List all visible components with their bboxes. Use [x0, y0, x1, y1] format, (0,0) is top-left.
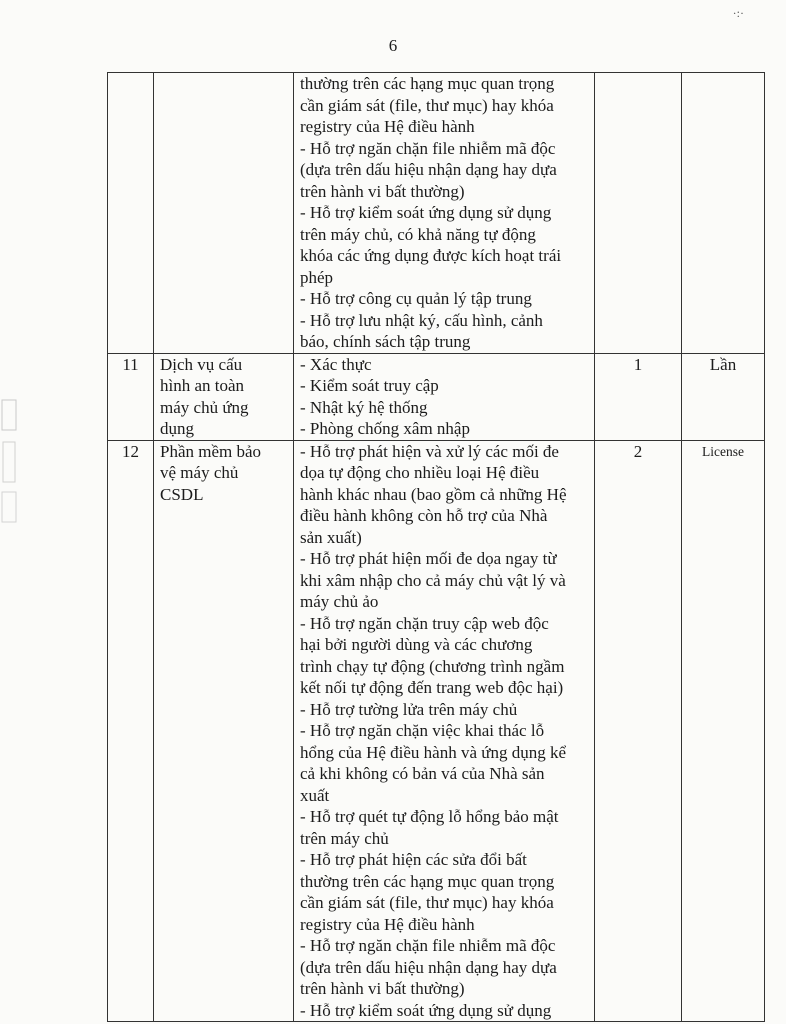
description-line: khóa các ứng dụng được kích hoạt trái — [300, 246, 562, 265]
description-line: cần giám sát (file, thư mục) hay khóa — [300, 893, 554, 912]
description-line: - Hỗ trợ ngăn chặn việc khai thác lỗ — [300, 721, 545, 740]
item-name-line: vệ máy chủ — [160, 463, 239, 482]
description-line: - Hỗ trợ ngăn chặn file nhiễm mã độc — [300, 936, 556, 955]
table-row — [108, 353, 765, 440]
table-row — [108, 73, 765, 354]
description-line: khi xâm nhập cho cả máy chủ vật lý và — [300, 570, 566, 590]
cell-item-name — [154, 353, 294, 440]
item-name-line: CSDL — [160, 484, 204, 504]
description-line: trên máy chủ, có khả năng tự động — [300, 224, 536, 244]
cell-quantity: 2 — [595, 440, 682, 1022]
specification-table — [107, 72, 765, 1022]
description-line: - Hỗ trợ quét tự động lỗ hổng bảo mật — [300, 807, 559, 826]
description-line: - Hỗ trợ kiểm soát ứng dụng sử dụng — [300, 203, 552, 222]
description-line: (dựa trên dấu hiệu nhận dạng hay dựa — [300, 957, 557, 977]
description-line: trên hành vi bất thường) — [300, 181, 465, 201]
description-line: - Hỗ trợ phát hiện và xử lý các mối đe — [300, 441, 559, 461]
cell-unit: License — [682, 440, 765, 1022]
description-line: - Hỗ trợ phát hiện các sửa đổi bất — [300, 850, 527, 869]
description-line: - Hỗ trợ tường lửa trên máy chủ — [300, 699, 518, 719]
description-line: thường trên các hạng mục quan trọng — [300, 74, 555, 93]
side-stamp-mark — [0, 392, 22, 532]
cell-item-name — [154, 440, 294, 1022]
cell-stt: 11 — [108, 353, 154, 440]
description-line: - Hỗ trợ ngăn chặn truy cập web độc — [300, 613, 549, 633]
cell-stt: 12 — [108, 440, 154, 1022]
description-line: - Hỗ trợ lưu nhật ký, cấu hình, cảnh — [300, 310, 543, 330]
description-line: trên hành vi bất thường) — [300, 979, 465, 998]
description-line: thường trên các hạng mục quan trọng — [300, 871, 555, 891]
cell-description — [294, 440, 595, 1022]
description-line: - Hỗ trợ phát hiện mối đe dọa ngay từ — [300, 549, 557, 568]
description-line: hại bởi người dùng và các chương — [300, 635, 533, 654]
description-line: sản xuất) — [300, 527, 362, 547]
item-name-line: hình an toàn — [160, 376, 245, 395]
description-line: hành khác nhau (bao gồm cả những Hệ — [300, 484, 567, 504]
description-line: - Kiểm soát truy cập — [300, 376, 439, 395]
cell-item-name — [154, 73, 294, 354]
item-name-line: máy chủ ứng — [160, 397, 249, 417]
item-name-line: dụng — [160, 419, 194, 438]
description-line: xuất — [300, 785, 330, 805]
description-line: - Hỗ trợ kiểm soát ứng dụng sử dụng — [300, 1000, 552, 1020]
description-line: - Xác thực — [300, 354, 372, 374]
description-line: (dựa trên dấu hiệu nhận dạng hay dựa — [300, 160, 557, 179]
item-name-line: Phần mềm bảo — [160, 441, 262, 461]
page-number: 6 — [388, 36, 398, 55]
description-line: registry của Hệ điều hành — [300, 914, 475, 934]
cell-unit: Lần — [682, 353, 765, 440]
description-line: dọa tự động cho nhiều loại Hệ điều — [300, 463, 540, 482]
cell-description — [294, 73, 595, 354]
description-line: điều hành không còn hỗ trợ của Nhà — [300, 506, 548, 525]
description-line: - Nhật ký hệ thống — [300, 397, 428, 417]
cell-unit — [682, 73, 765, 354]
description-line: kết nối tự động đến trang web độc hại) — [300, 678, 564, 697]
cell-stt — [108, 73, 154, 354]
description-line: - Phòng chống xâm nhập — [300, 419, 470, 438]
description-line: hổng của Hệ điều hành và ứng dụng kể — [300, 742, 567, 762]
corner-mark: ·:· — [732, 6, 744, 20]
description-line: cần giám sát (file, thư mục) hay khóa — [300, 95, 554, 115]
description-line: báo, chính sách tập trung — [300, 332, 471, 351]
cell-quantity: 1 — [595, 353, 682, 440]
item-name-line: Dịch vụ cấu — [160, 354, 243, 374]
description-line: registry của Hệ điều hành — [300, 117, 475, 136]
description-line: - Hỗ trợ công cụ quản lý tập trung — [300, 289, 532, 308]
table-row — [108, 440, 765, 1022]
table-body — [108, 73, 765, 1022]
description-line: phép — [300, 267, 334, 287]
cell-description — [294, 353, 595, 440]
description-line: trình chạy tự động (chương trình ngầm — [300, 656, 565, 676]
description-line: - Hỗ trợ ngăn chặn file nhiễm mã độc — [300, 138, 556, 158]
cell-quantity — [595, 73, 682, 354]
description-line: cả khi không có bản vá của Nhà sản — [300, 764, 545, 783]
description-line: máy chủ ảo — [300, 592, 379, 611]
description-line: trên máy chủ — [300, 828, 389, 848]
